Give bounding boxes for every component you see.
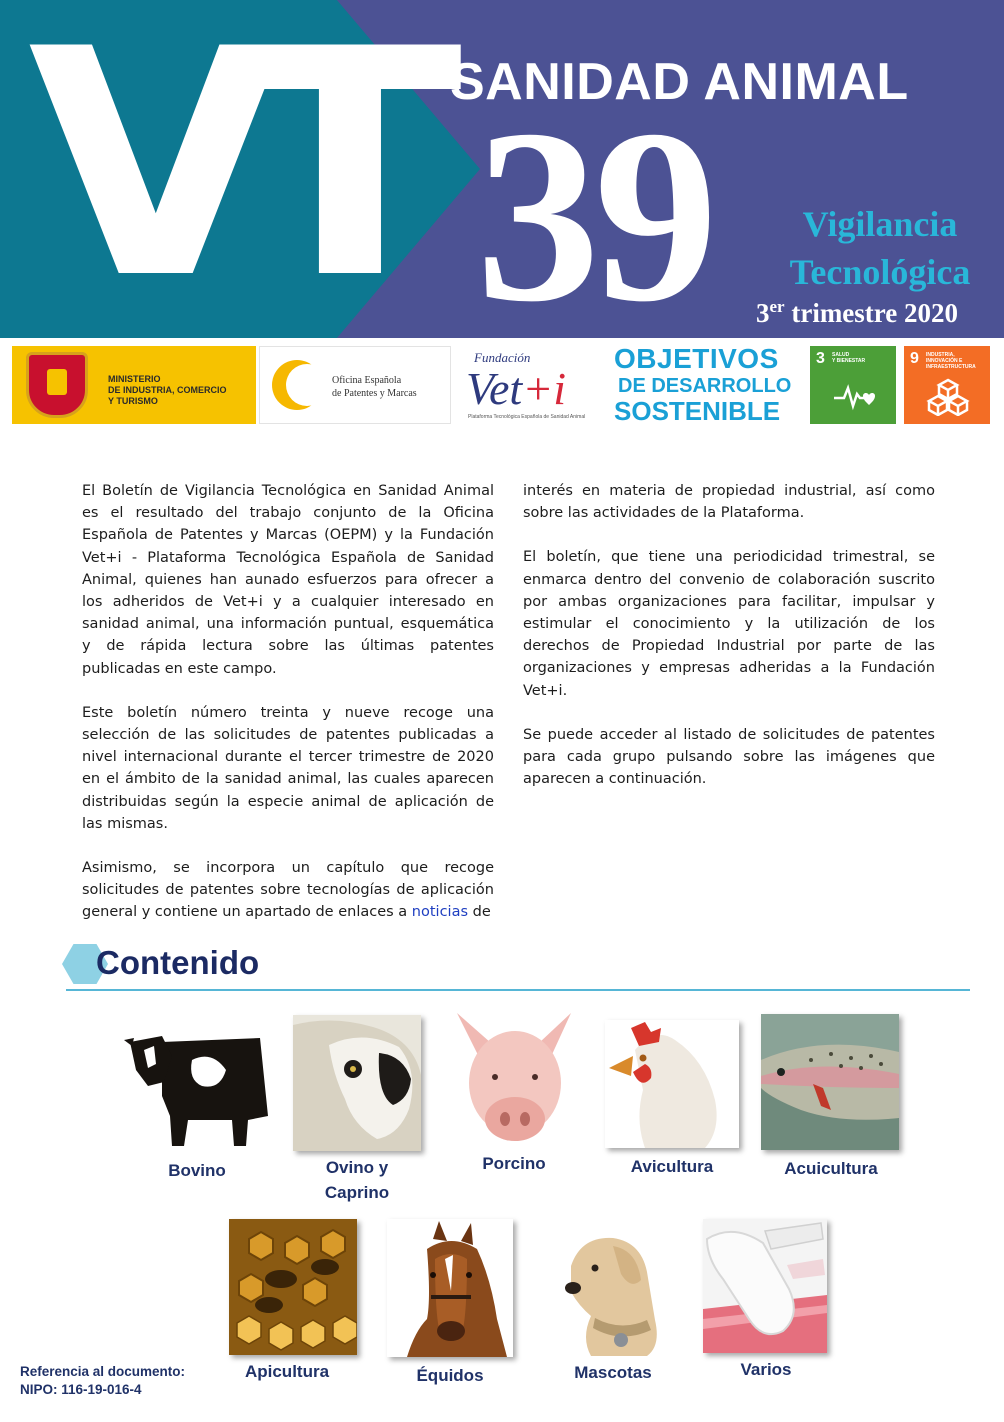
category-label[interactable]: Acuicultura [784, 1159, 878, 1178]
vet-fundacion-text: Fundación [474, 350, 531, 365]
cow-icon [122, 1020, 270, 1150]
category-label[interactable]: Ovino y Caprino [324, 1158, 390, 1202]
bulletin-subtitle [760, 200, 1000, 296]
coat-of-arms-icon [26, 352, 88, 418]
sheep-icon [293, 1015, 421, 1151]
sdg-9-number: 9 [910, 350, 919, 367]
intro-paragraph-2: Este boletín número treinta y nueve recoge una selección de las solicitudes de patentes publicadas a nivel internacional durante el tercer trimestre de 2020 en el ámbito de la sanidad animal, las cuales aparecen distribuidas según la especie animal de aplicación de las mismas. [82, 704, 494, 832]
period-ordinal: 3 [756, 298, 770, 328]
category-photo[interactable] [605, 1020, 739, 1148]
category-photo[interactable] [122, 1020, 270, 1150]
category-photo[interactable] [387, 1219, 513, 1357]
sdg-9-text: INDUSTRIA, INNOVACIÓN E INFRAESTRUCTURA [926, 352, 976, 370]
intro-paragraph-3 [82, 857, 494, 924]
ods-line-2: DE DESARROLLO [618, 375, 792, 397]
category-label[interactable]: Porcino [482, 1154, 546, 1173]
horse-icon [387, 1219, 513, 1357]
category-photo[interactable] [229, 1219, 357, 1355]
category-label[interactable]: Bovino [168, 1161, 226, 1180]
dog-icon [551, 1220, 675, 1356]
vet-i-logo [462, 346, 602, 424]
intro-p3-start: Asimismo, se incorpora un capítulo que recoge solicitudes de patentes sobre tecnologías de aplicación general y contiene un apartado de enlaces a [82, 860, 494, 921]
ministry-text: MINISTERIO DE INDUSTRIA, COMERCIO Y TURISMO [108, 374, 227, 406]
category-label[interactable]: Équidos [416, 1366, 484, 1385]
period-superscript: er [769, 297, 785, 316]
ods-line-3: SOSTENIBLE [614, 396, 781, 426]
ministry-logo [12, 346, 256, 424]
section-divider [66, 989, 970, 991]
subtitle-line-2: Tecnológica [789, 252, 971, 292]
bulletin-title: SANIDAD ANIMAL [450, 53, 909, 111]
intro-paragraph-6: Se puede acceder al listado de solicitudes de patentes para cada grupo pulsando sobre las imágenes que aparecen a continuación. [523, 726, 935, 788]
intro-paragraph-4: interés en materia de propiedad industrial, así como sobre las actividades de la Plataforma. [523, 483, 935, 522]
sdg-3-badge [810, 346, 896, 424]
intro-paragraph-5: El boletín, que tiene una periodicidad trimestral, se enmarca dentro del convenio de colaboración suscrito por ambas organizaciones para facilitar, impulsar y estimular el conocimiento y la utilización de los derechos de Propiedad Industrial por parte de las organizaciones y empresas adheridas a la Fundación Vet+i. [523, 549, 935, 699]
sponsor-logos [0, 338, 1004, 430]
noticias-link[interactable]: noticias [411, 904, 469, 921]
vt-logo: VT [28, 0, 417, 338]
header-banner [0, 0, 1004, 338]
oepm-crescent-icon [272, 360, 322, 410]
cubes-icon [926, 376, 970, 416]
category-photo[interactable] [761, 1014, 899, 1150]
intro-p3-end: de [468, 904, 491, 921]
heartbeat-icon [832, 376, 876, 416]
category-photo[interactable] [551, 1220, 675, 1356]
category-photo[interactable] [703, 1219, 827, 1353]
oepm-logo [259, 346, 451, 424]
ods-logo [614, 344, 802, 426]
chicken-icon [605, 1020, 739, 1148]
category-label[interactable]: Mascotas [574, 1363, 652, 1382]
document-reference [20, 1363, 185, 1399]
intro-column-left [82, 480, 494, 946]
bees-icon [229, 1219, 357, 1355]
period-label [756, 297, 958, 329]
section-title: Contenido [96, 944, 260, 981]
ods-line-1: OBJETIVOS [614, 343, 779, 374]
issue-number: 39 [476, 78, 712, 338]
vet-plus: +i [522, 363, 567, 414]
sdg-9-badge [904, 346, 990, 424]
vet-caption: Plataforma Tecnológica Española de Sanidad Animal [468, 414, 586, 420]
lab-gloves-icon [703, 1219, 827, 1353]
category-label[interactable]: Avicultura [630, 1157, 714, 1176]
vet-name: Vet [466, 363, 523, 414]
nipo-number: NIPO: 116-19-016-4 [20, 1382, 142, 1397]
period-text: trimestre 2020 [784, 298, 959, 328]
category-photo[interactable] [451, 1011, 577, 1147]
category-label[interactable]: Apicultura [244, 1362, 330, 1381]
sdg-3-text: SALUD Y BIENESTAR [832, 352, 866, 364]
oepm-text: Oficina Española de Patentes y Marcas [332, 375, 417, 399]
vet-wordmark [466, 363, 567, 414]
intro-paragraph-1: El Boletín de Vigilancia Tecnológica en Sanidad Animal es el resultado del trabajo conjunto de la Oficina Española de Patentes y Marcas (OEPM) y la Fundación Vet+i - Plataforma Tecnológica Española de Sanidad Animal, quienes han aunado esfuerzos para ofrecer a los adheridos de Vet+i y a cualquier interesado en sanidad animal, una información puntual, esquemática y de rápida lectura sobre las últimas patentes publicadas en este campo. [82, 483, 494, 677]
category-photo[interactable] [293, 1015, 421, 1151]
category-label[interactable]: Varios [740, 1360, 792, 1379]
pig-icon [451, 1011, 577, 1147]
reference-label: Referencia al documento: [20, 1364, 186, 1379]
trout-icon [761, 1014, 899, 1150]
sdg-3-number: 3 [816, 350, 825, 367]
subtitle-line-1: Vigilancia [802, 204, 958, 244]
intro-column-right [523, 480, 935, 812]
